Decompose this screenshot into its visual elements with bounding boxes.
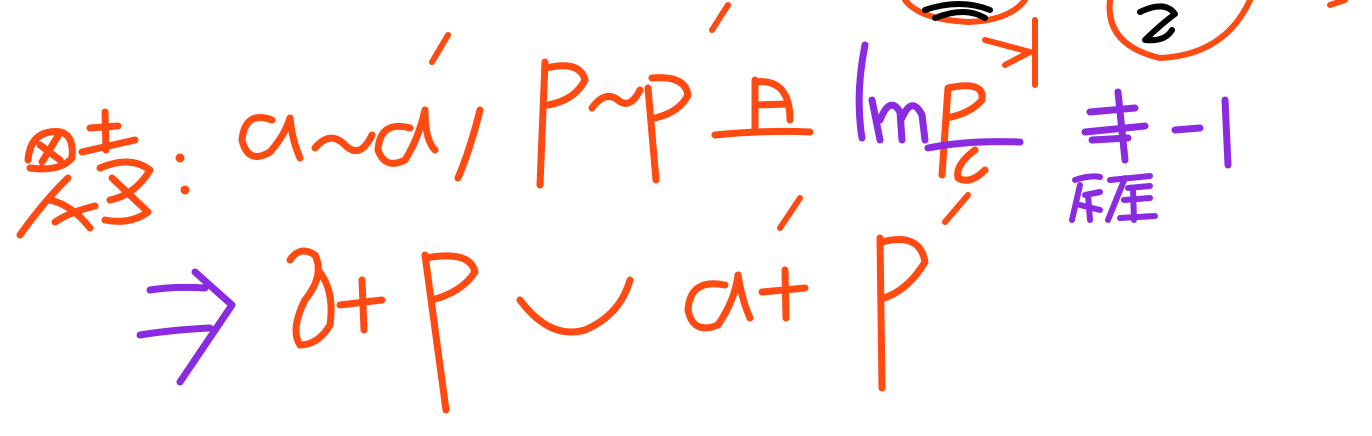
handwritten-and-character [715,80,810,135]
handwritten-implies-arrow [140,272,232,382]
handwritten-beta-equivalence [540,5,728,185]
handwritten-sum-equivalence [290,195,968,410]
handwritten-limit-condition [859,45,1228,180]
handwritten-exists-note [1072,176,1155,220]
handwritten-alpha-equivalence [242,35,480,178]
top-circled-figures [905,0,1345,85]
handwritten-label-thinking [20,112,190,235]
